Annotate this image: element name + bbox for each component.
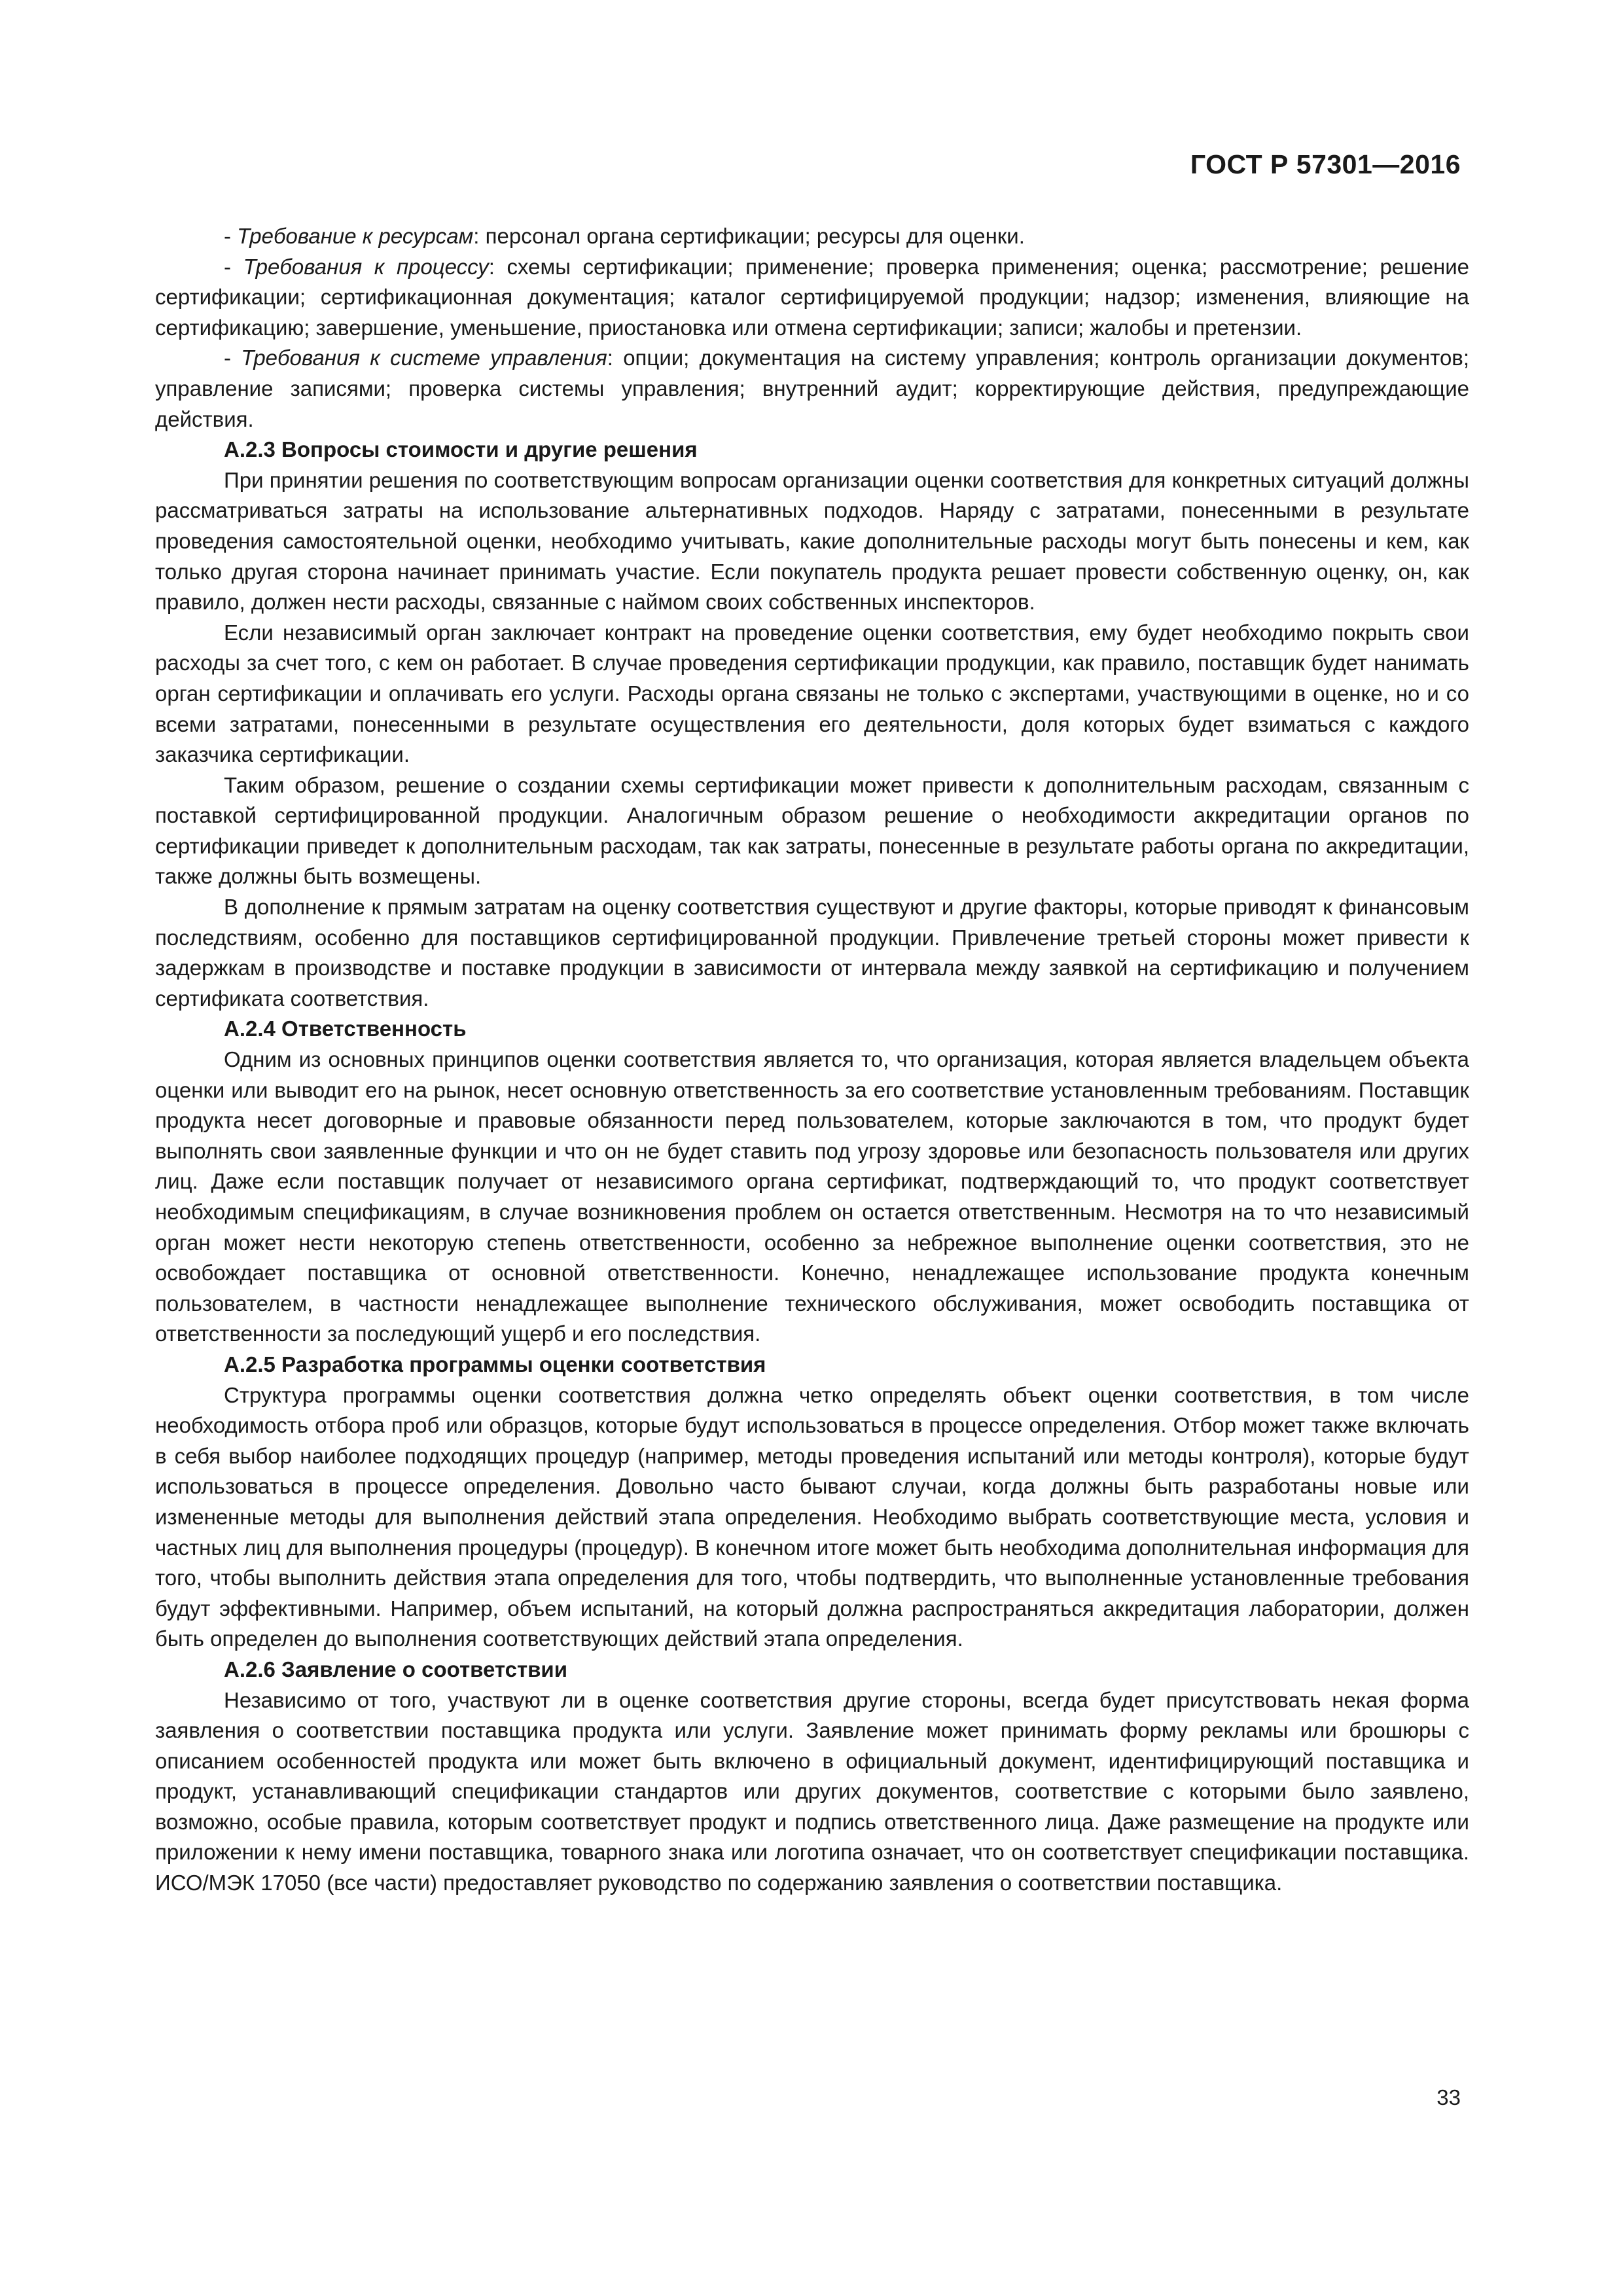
section-heading-a26: А.2.6 Заявление о соответствии: [224, 1657, 568, 1681]
paragraph: Таким образом, решение о создании схемы сертификации может привести к дополнительным расходам, связанным с поставкой сертифицированной продукции. Аналогичным образом решение о необходимости аккредитации органов по сертификации приведет к дополнительным расходам, так как затраты, понесенные в результате работы органа по аккредитации, также должны быть возмещены.: [155, 772, 1469, 889]
list-item-text: : персонал органа сертификации; ресурсы для оценки.: [473, 224, 1025, 248]
list-item-label: Требования к процессу: [243, 254, 489, 279]
paragraph: При принятии решения по соответствующим вопросам организации оценки соответствия для конкретных ситуаций должны рассматриваться затраты на использование альтернативных подходов. Наряду с затратами, понесенными в результате проведения самостоятельной оценки, необходимо учитывать, какие дополнительные расходы могут быть понесены и кем, как только другая сторона начинает принимать участие. Если покупатель продукта решает провести собственную оценку, он, как правило, должен нести расходы, связанные с наймом своих собственных инспекторов.: [155, 467, 1469, 615]
paragraph: Независимо от того, участвуют ли в оценке соответствия другие стороны, всегда будет присутствовать некая форма заявления о соответствии поставщика продукта или услуги. Заявление может принимать форму рекламы или брошюры с описанием особенностей продукта или может быть включено в официальный документ, идентифицирующий поставщика и продукт, устанавливающий спецификации стандартов или других документов, соответствие с которыми было заявлено, возможно, особые правила, которым соответствует продукт и подпись ответственного лица. Даже размещение на продукте или приложении к нему имени поставщика, товарного знака или логотипа означает, что он соответствует спецификации поставщика. ИСО/МЭК 17050 (все части) предоставляет руководство по содержанию заявления о соответствии поставщика.: [155, 1687, 1469, 1895]
section-heading-a25: А.2.5 Разработка программы оценки соответствия: [224, 1352, 766, 1376]
document-body: [155, 221, 1469, 1899]
document-header: ГОСТ Р 57301—2016: [1190, 149, 1461, 179]
list-bullet: -: [224, 254, 243, 279]
section-heading-a24: А.2.4 Ответственность: [224, 1016, 467, 1041]
paragraph: Структура программы оценки соответствия должна четко определять объект оценки соответствия, в том числе необходимость отбора проб или образцов, которые будут использоваться в процессе определения. Отбор может также включать в себя выбор наиболее подходящих процедур (например, методы проведения испытаний или методы контроля), которые будут использоваться в процессе определения. Довольно часто бывают случаи, когда должны быть разработаны новые или измененные методы для выполнения действий этапа определения. Необходимо выбрать соответствующие места, условия и частных лиц для выполнения процедуры (процедур). В конечном итоге может быть необходима дополнительная информация для того, чтобы выполнить действия этапа определения для того, чтобы подтвердить, что выполненные установленные требования будут эффективными. Например, объем испытаний, на который должна распространяться аккредитация лаборатории, должен быть определен до выполнения соответствующих действий этапа определения.: [155, 1382, 1469, 1651]
list-item: [155, 252, 1469, 344]
paragraph: В дополнение к прямым затратам на оценку соответствия существуют и другие факторы, которые приводят к финансовым последствиям, особенно для поставщиков сертифицированной продукции. Привлечение третьей стороны может привести к задержкам в производстве и поставке продукции в зависимости от интервала между заявкой на сертификацию и получением сертификата соответствия.: [155, 895, 1469, 1011]
paragraph: Одним из основных принципов оценки соответствия является то, что организация, которая является владельцем объекта оценки или выводит его на рынок, несет основную ответственность за его соответствие установленным требованиям. Поставщик продукта несет договорные и правовые обязанности перед пользователем, которые заключаются в том, что продукт будет выполнять свои заявленные функции и что он не будет ставить под угрозу здоровье или безопасность пользователя или других лиц. Даже если поставщик получает от независимого органа сертификат, подтверждающий то, что продукт соответствует необходимым спецификациям, в случае возникновения проблем он остается ответственным. Несмотря на то что независимый орган может нести некоторую степень ответственности, особенно за небрежное выполнение оценки соответствия, это не освобождает поставщика от основной ответственности. Конечно, ненадлежащее использование продукта конечным пользователем, в частности ненадлежащее выполнение технического обслуживания, может освободить поставщика от ответственности за последующий ущерб и его последствия.: [155, 1047, 1469, 1346]
list-bullet: -: [224, 346, 241, 370]
list-item-text: : опции; документация на систему управления; контроль организации документов; управление записями; проверка системы управления; внутренний аудит; корректирующие действия, предупреждающие действия.: [155, 346, 1469, 431]
list-item: [155, 343, 1469, 435]
list-bullet: -: [224, 224, 238, 248]
paragraph: Если независимый орган заключает контракт на проведение оценки соответствия, ему будет необходимо покрыть свои расходы за счет того, с кем он работает. В случае проведения сертификации продукции, как правило, поставщик будет нанимать орган сертификации и оплачивать его услуги. Расходы органа связаны не только с экспертами, участвующими в оценке, но и со всеми затратами, понесенными в результате осуществления его деятельности, доля которых будет взиматься с каждого заказчика сертификации.: [155, 620, 1469, 767]
list-item-label: Требования к системе управления: [241, 346, 607, 370]
list-item-text: : схемы сертификации; применение; проверка применения; оценка; рассмотрение; решение сертификации; сертификационная документация; каталог сертифицируемой продукции; надзор; изменения, влияющие на сертификацию; завершение, уменьшение, приостановка или отмена сертификации; записи; жалобы и претензии.: [155, 254, 1469, 340]
list-item: [155, 221, 1469, 252]
page-number: 33: [1436, 2085, 1461, 2109]
list-item-label: Требование к ресурсам: [237, 224, 474, 248]
section-heading-a23: А.2.3 Вопросы стоимости и другие решения: [224, 437, 698, 462]
